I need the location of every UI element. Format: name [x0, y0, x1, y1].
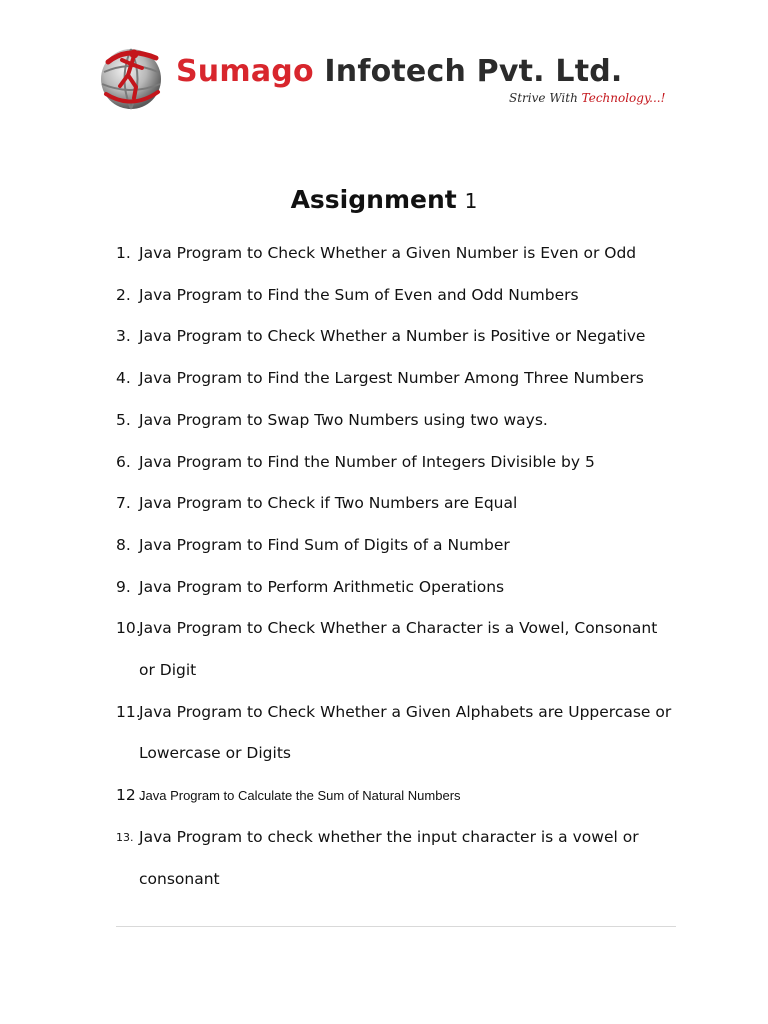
page-title — [0, 182, 768, 219]
list-item — [116, 817, 676, 900]
list-item-number: 4. — [116, 369, 131, 388]
title-number: 1 — [464, 189, 478, 213]
list-item-number: 12 . — [116, 786, 146, 805]
list-item-text: Java Program to Check if Two Numbers are Equal — [139, 494, 518, 513]
list-item-number: 7. — [116, 494, 131, 513]
company-header — [96, 40, 676, 120]
list-item — [116, 775, 676, 817]
list-item — [116, 608, 676, 691]
list-item-number: 13. — [116, 830, 134, 844]
list-item-number: 1. — [116, 244, 131, 262]
list-item — [116, 567, 676, 609]
list-item-text: Java Program to Find Sum of Digits of a Number — [139, 535, 510, 554]
tagline-red: Technology...! — [581, 91, 666, 105]
list-item — [116, 316, 676, 358]
company-tagline — [509, 91, 665, 105]
list-item-number: 9. — [116, 577, 131, 596]
list-item — [116, 525, 676, 567]
company-name-red: Sumago — [176, 54, 314, 89]
list-item-text: Java Program to Swap Two Numbers using two ways. — [139, 410, 548, 429]
list-item — [116, 358, 676, 400]
list-item-text: Java Program to Check Whether a Character is a Vowel, Consonant or Digit — [139, 619, 658, 680]
company-name-dark: Infotech Pvt. Ltd. — [313, 54, 623, 89]
list-item-text: Java Program to Check Whether a Number is Positive or Negative — [139, 327, 646, 346]
list-item-text: Java Program to Find the Largest Number Among Three Numbers — [139, 369, 644, 388]
list-item — [116, 233, 676, 275]
globe-with-runner-icon — [98, 42, 164, 112]
list-item-number: 2. — [116, 285, 131, 304]
list-item-text: Java Program to Check Whether a Given Alphabets are Uppercase or Lowercase or Digits — [139, 702, 672, 763]
company-name — [176, 54, 623, 90]
list-item — [116, 692, 676, 775]
list-item-number: 8. — [116, 535, 131, 554]
assignment-list — [116, 233, 676, 900]
list-item — [116, 275, 676, 317]
list-item-number: 3. — [116, 327, 131, 346]
list-item — [116, 400, 676, 442]
title-word: Assignment — [290, 185, 457, 214]
list-item-text: Java Program to Find the Number of Integers Divisible by 5 — [139, 452, 595, 471]
list-item-number: 10. — [116, 619, 141, 638]
list-item-number: 11. — [116, 702, 141, 721]
list-item — [116, 442, 676, 484]
list-item-text: Java Program to check whether the input character is a vowel or consonant — [139, 827, 639, 888]
list-item — [116, 483, 676, 525]
list-item-text: Java Program to Calculate the Sum of Natural Numbers — [139, 788, 461, 804]
list-item-text: Java Program to Check Whether a Given Number is Even or Odd — [139, 244, 637, 262]
list-item-text: Java Program to Perform Arithmetic Operations — [139, 577, 505, 596]
list-item-number: 6. — [116, 452, 131, 471]
list-item-text: Java Program to Find the Sum of Even and Odd Numbers — [139, 285, 579, 304]
tagline-dark: Strive With — [509, 91, 582, 105]
footer-divider — [116, 926, 676, 927]
list-item-number: 5. — [116, 410, 131, 429]
